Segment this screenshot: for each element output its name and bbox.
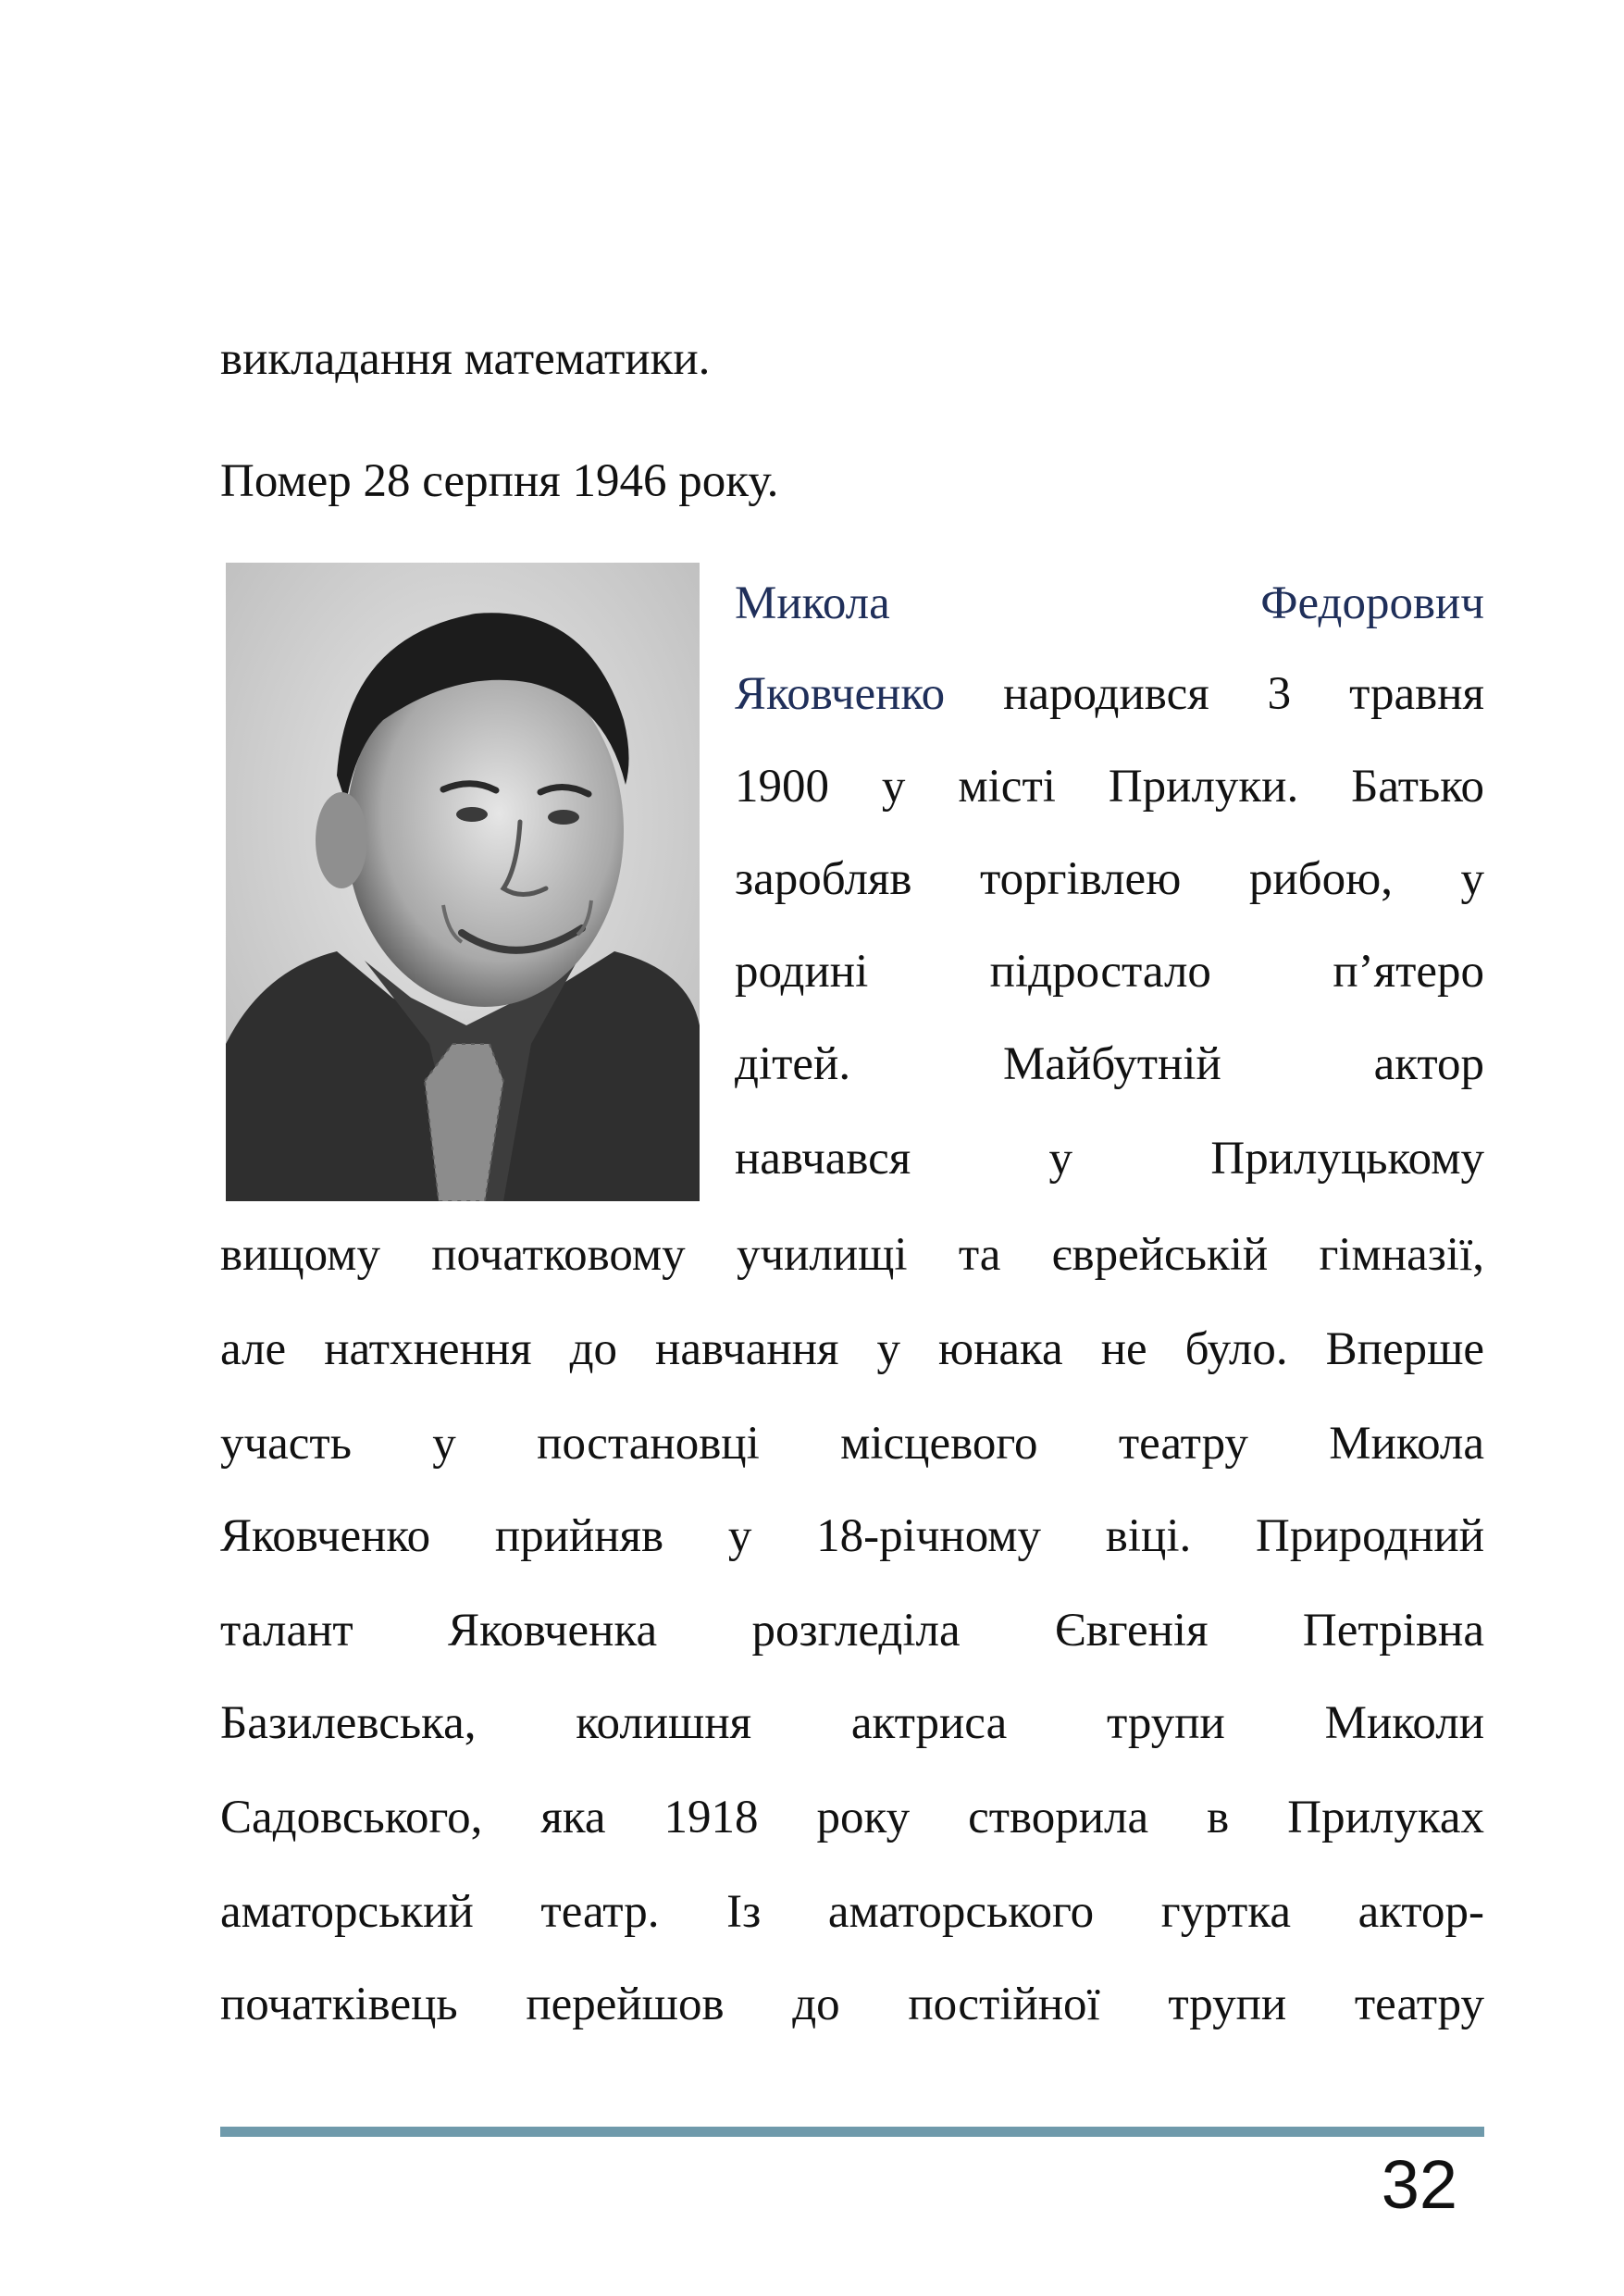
person-first-name: Микола <box>735 577 890 629</box>
text-line-narrow-6: навчався у Прилуцькому <box>735 1133 1484 1185</box>
text-line-narrow-2: 1900 у місті Прилуки. Батько <box>735 761 1484 813</box>
text-line-wide-2: але натхнення до навчання у юнака не було. Вперше <box>220 1323 1484 1375</box>
text-line-intro-1: викладання математики. <box>220 333 711 385</box>
person-surname: Яковченко <box>735 668 946 720</box>
text-line-wide-8: аматорський театр. Із аматорського гуртка актор- <box>220 1886 1484 1938</box>
text-line-wide-3: участь у постановці місцевого театру Микола <box>220 1418 1484 1470</box>
text-line-intro-2: Помер 28 серпня 1946 року. <box>220 455 779 507</box>
portrait-photo <box>226 563 700 1201</box>
person-patronymic: Федорович <box>1260 577 1484 629</box>
text-line-narrow-1 <box>735 666 1484 722</box>
portrait-illustration <box>226 563 700 1201</box>
text-line-narrow-5: дітей. Майбутній актор <box>735 1038 1484 1090</box>
text-line-wide-4: Яковченко прийняв у 18-річному віці. Природний <box>220 1510 1484 1562</box>
text-line-wide-5: талант Яковченка розгледіла Євгенія Петрівна <box>220 1605 1484 1657</box>
text-line-wide-7: Садовського, яка 1918 року створила в Прилуках <box>220 1792 1484 1843</box>
text-line-narrow-1-rest: народився 3 травня <box>945 668 1484 720</box>
footer-divider <box>220 2127 1484 2137</box>
text-line-name <box>735 576 1484 631</box>
text-line-wide-1: вищому початковому училищі та єврейській гімназії, <box>220 1229 1484 1281</box>
text-line-wide-6: Базилевська, колишня актриса трупи Миколи <box>220 1697 1484 1749</box>
text-line-narrow-3: заробляв торгівлею рибою, у <box>735 853 1484 905</box>
page-number: 32 <box>1381 2146 1457 2223</box>
text-line-wide-9: початківець перейшов до постійної трупи театру <box>220 1979 1484 2030</box>
text-line-narrow-4: родині підростало п’ятеро <box>735 946 1484 998</box>
